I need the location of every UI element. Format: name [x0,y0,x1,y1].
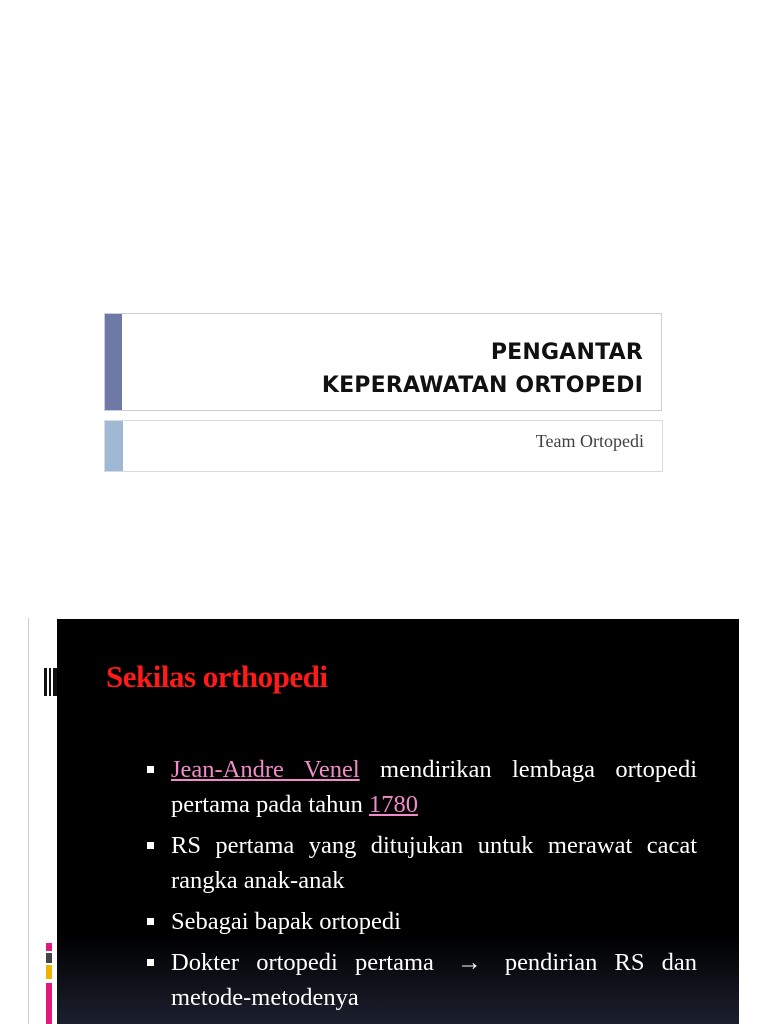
bullet-text: mendirikan lembaga ortopedi pertama pada tahun [171,756,698,818]
right-arrow-icon: → [457,949,482,976]
link-year[interactable]: 1780 [368,791,418,818]
subtitle-accent-bar [105,421,123,471]
slide-title-line1: PENGANTAR [490,340,643,365]
bullet-text: Dokter ortopedi pertama [171,949,434,976]
list-item [147,945,697,1015]
bullet-square-icon [147,918,154,925]
decorative-color-strip [46,943,54,1024]
list-item [147,752,697,822]
bullet-square-icon [147,766,154,773]
list-item [147,828,697,898]
slide2-title: Sekilas orthopedi [106,659,328,694]
bullet-square-icon [147,842,154,849]
title-placeholder [104,313,662,411]
slide-subtitle: Team Ortopedi [535,431,644,451]
title-accent-bar [105,314,122,410]
page-edge-line [28,618,29,1024]
slide-sekilas [57,619,739,1024]
link-jean-andre-venel[interactable]: Jean-Andre Venel [171,756,360,783]
bullet-list [147,752,697,1021]
bullet-text: pendirian RS dan metode-metodenya [171,949,698,1011]
slide-title [322,336,643,402]
bullet-square-icon [147,959,154,966]
subtitle-placeholder [104,420,663,472]
list-item [147,904,697,939]
bullet-text: RS pertama yang ditujukan untuk merawat cacat rangka anak-anak [171,832,697,894]
bullet-text: Sebagai bapak ortopedi [171,908,401,935]
slide-title-line2: KEPERAWATAN ORTOPEDI [321,373,643,398]
decorative-bars-icon [44,668,57,696]
